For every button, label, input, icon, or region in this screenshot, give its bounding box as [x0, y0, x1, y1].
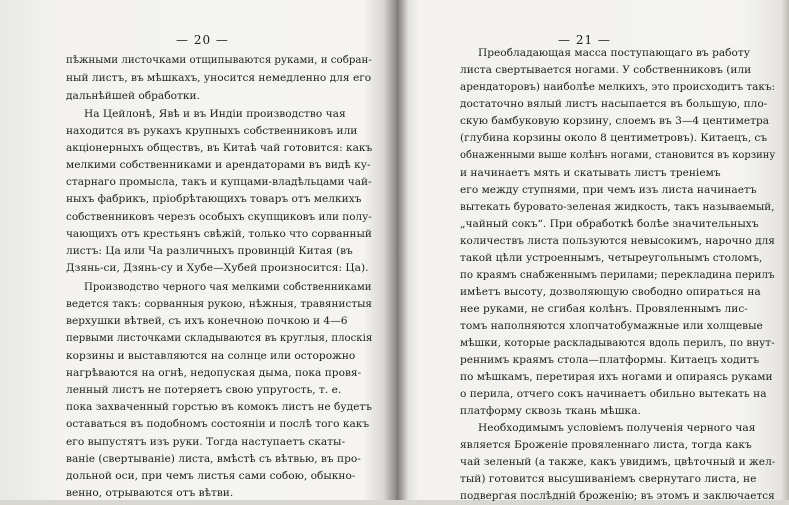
text-line: его между ступнями, при чемъ изъ листа начинаетъ — [460, 184, 757, 196]
text-line: ленный листъ не потеряетъ свою упругость, т. е. — [66, 384, 342, 396]
text-line: дальнѣйшей обработки. — [66, 90, 200, 102]
text-line: (глубина корзины около 8 центиметровъ). Китаецъ, съ — [460, 132, 768, 144]
text-line: количествъ листа пользуются невысокимъ, нарочно для — [460, 235, 775, 247]
text-line: Производство черного чая мелкими собственниками — [84, 281, 372, 293]
text-line: чай зеленый (а также, какъ увидимъ, цвѣточный и жел- — [460, 456, 776, 468]
text-line: вытекать буровато-зеленая жидкость, такъ называемый, — [460, 201, 775, 213]
text-line: Необходимымъ условіемъ полученія черного чая — [478, 422, 756, 434]
text-line: „чайный сокъ“. При обработкѣ болѣе значительныхъ — [460, 218, 759, 230]
text-line: и начинаетъ мять и скатывать листъ треніемъ — [460, 167, 721, 179]
text-line: является Броженіе провяленнаго листа, тогда какъ — [460, 439, 752, 451]
text-line: подвергая послѣдній броженію; въ этомъ и заключается — [460, 490, 775, 502]
text-line: акціонерныхъ обществъ, въ Китаѣ чай готовится: какъ — [66, 142, 373, 154]
text-line: тый) готовится высушиваніемъ свернутаго листа, не — [460, 473, 757, 485]
text-line: по мѣшкамъ, перетирая ихъ ногами и опираясь руками — [460, 371, 773, 383]
text-line: венно, отрываются отъ вѣтви. — [66, 487, 234, 499]
text-line: оставаться въ подобномъ состояніи и послѣ того какъ — [66, 418, 370, 430]
text-line: корзины и выставляются на солнце или осторожно — [66, 350, 356, 362]
text-line: Преобладающая масса поступающаго въ работу — [478, 47, 751, 59]
text-line: мѣшки, которые раскладываются вдоль перилъ, по внут- — [460, 337, 775, 349]
text-line: такой цѣли устроеннымъ, четыреугольнымъ столомъ, — [460, 252, 763, 264]
text-line: томъ наполняются хлопчатобумажные или холщевые — [460, 320, 763, 332]
text-line: нее руками, не сгибая колѣнъ. Провяленнымъ лис- — [460, 303, 748, 315]
text-line: старнаго промысла, такъ и купцами-владѣльцами чай- — [66, 176, 372, 188]
text-line: листа свертывается ногами. У собственниковъ (или — [460, 64, 752, 76]
text-line: достаточно вялый листъ насыпается въ большую, пло- — [460, 98, 768, 110]
text-line: его выпустятъ изъ руки. Тогда наступаетъ скаты- — [66, 436, 346, 448]
text-line: мелкими собственниками и арендаторами въ видѣ ку- — [66, 159, 371, 171]
page-number-left: — 20 — — [176, 33, 229, 47]
text-line: первыми листочками складываются въ круглыя, плоскія — [66, 332, 373, 344]
text-line: пѣжными листочками отщипываются руками, и собран- — [66, 54, 372, 66]
text-line: верхушки вѣтвей, съ ихъ конечною почкою и 4—6 — [66, 315, 348, 327]
text-line: платформу сквозь ткань мѣшка. — [460, 405, 641, 417]
text-line: чающихъ отъ крестьянъ свѣжій, только что сорванный — [66, 228, 372, 240]
text-line: ваніе (свертываніе) листа, вмѣстѣ съ вѣтвью, въ про- — [66, 453, 361, 465]
text-line: находится въ рукахъ крупныхъ собственниковъ или — [66, 125, 358, 137]
text-line: скую бамбуковую корзину, слоемъ въ 3—4 центиметра — [460, 115, 770, 127]
text-line: арендаторовъ) наиболѣе мелкихъ, это происходитъ такъ: — [460, 81, 775, 93]
text-line: реннимъ краямъ стола—платформы. Китаецъ ходитъ — [460, 354, 760, 366]
text-line: ведется такъ: сорванныя рукою, нѣжныя, травянистыя — [66, 298, 373, 310]
right-page — [408, 0, 789, 500]
text-line: собственниковъ черезъ особыхъ скупщиковъ или полу- — [66, 211, 372, 223]
left-page — [0, 0, 384, 500]
book-gutter — [384, 0, 408, 500]
text-line: Дзянь-си, Дзянь-су и Хубе—Хубей произносится: Ца). — [66, 262, 369, 274]
text-line: листъ: Ца или Ча различныхъ провинцій Китая (въ — [66, 245, 353, 257]
text-line: На Цейлонѣ, Явѣ и въ Индіи производство чая — [84, 108, 346, 120]
text-line: ныхъ фабрикъ, пріобрѣтающихъ товаръ отъ мелкихъ — [66, 193, 362, 205]
page-edge-shadow — [781, 0, 789, 500]
page-number-right: — 21 — — [558, 33, 611, 47]
text-line: пока захваченный горстью въ комокъ листъ не будетъ — [66, 401, 373, 413]
text-line: нагрѣваются на огнѣ, недопуская дыма, пока провя- — [66, 367, 362, 379]
text-line: по краямъ снабженнымъ перилами; перекладина перилъ — [460, 269, 775, 281]
text-line: дольной оси, при чемъ листья сами собою, обыкно- — [66, 470, 356, 482]
text-line: о перила, отчего сокъ начинаетъ обильно вытекать на — [460, 388, 767, 400]
text-line: ный листъ, въ мѣшкахъ, уносится немедленно для его — [66, 72, 372, 84]
text-line: имѣетъ высоту, дозволяющую свободно опираться на — [460, 286, 761, 298]
text-line: обнаженными выше колѣнъ ногами, становится въ корзину — [460, 149, 776, 161]
